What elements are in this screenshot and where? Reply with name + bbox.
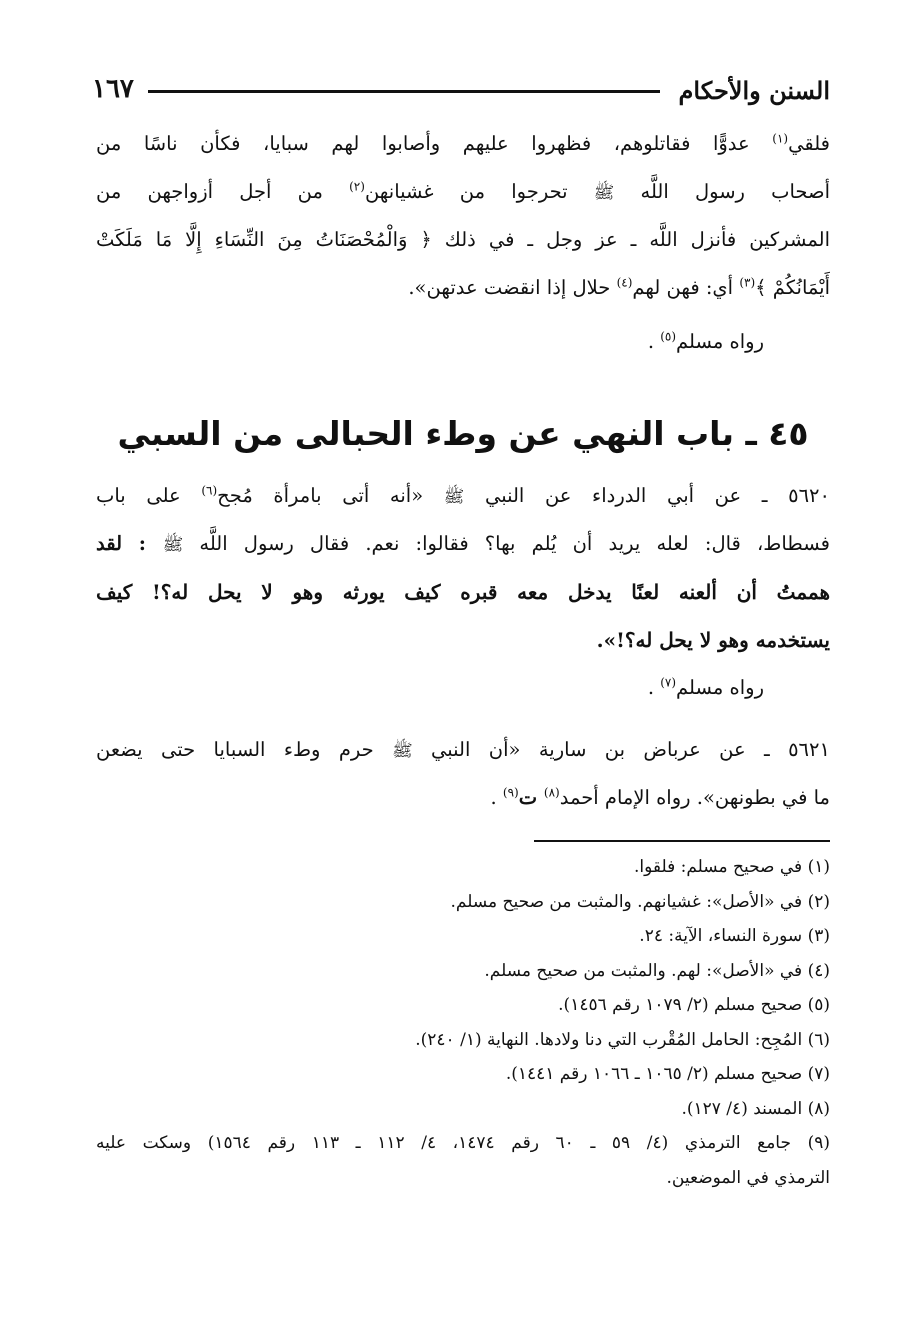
footnotes	[96, 850, 830, 1195]
footnote-ref: (٩)	[502, 785, 519, 800]
footnote-ref: (٦)	[201, 483, 218, 498]
footnote-ref: (٣)	[739, 275, 756, 290]
salutation-glyph: ﷺ	[392, 741, 413, 761]
footnote-ref: (٥)	[660, 329, 677, 344]
footnote-ref: (٧)	[660, 675, 677, 690]
header-rule	[148, 90, 660, 93]
text-line: فسطاط، قال: لعله يريد أن يُلم بها؟ فقالوا: نعم. فقال رسول اللَّه ﷺ : لقد	[96, 532, 830, 555]
narrator-line: رواه مسلم$^{(٥)}$ .	[647, 329, 764, 353]
page-header	[92, 68, 830, 114]
footnote: (٦) المُجِح: الحامل المُقْرب التي دنا ولادها. النهاية (١/ ٢٤٠).	[415, 1029, 830, 1050]
footnote-ref: (٢)	[349, 179, 365, 194]
text-line: المشركين فأنزل اللَّه ـ عز وجل ـ في ذلك ﴿ وَالْمُحْصَنَاتُ مِنَ النِّسَاءِ إِلَّا مَا مَلَكَتْ	[96, 228, 830, 251]
text-line: أَيْمَانُكُمْ ﴾$^{(٣)}$ أي: فهن لهم$^{(٤)}$ حلال إذا انقضت عدتهن».	[408, 275, 830, 299]
intro-paragraph	[96, 120, 830, 366]
footnote-ref: (٨)	[543, 785, 560, 800]
text-line: ٥٦٢٠ ـ عن أبي الدرداء عن النبي ﷺ «أنه أتى بامرأة مُجح$^{(٦)}$ على باب	[96, 483, 830, 507]
footnote-ref: (٤)	[616, 275, 633, 290]
text-line: هممتُ أن ألعنه لعنًا يدخل معه قبره كيف يورثه وهو لا يحل له؟! كيف	[96, 580, 830, 604]
footnote: (٢) في «الأصل»: غشيانهم. والمثبت من صحيح مسلم.	[450, 891, 830, 912]
footnote: (٣) سورة النساء، الآية: ٢٤.	[639, 926, 830, 946]
narrator-line: رواه مسلم$^{(٧)}$ .	[647, 675, 764, 699]
page-number: ١٦٧	[92, 74, 134, 104]
text-line: ٥٦٢١ ـ عن عرباض بن سارية «أن النبي ﷺ حرم وطء السبايا حتى يضعن	[96, 738, 830, 761]
footnote-ref: (١)	[772, 131, 789, 146]
footnote: (٤) في «الأصل»: لهم. والمثبت من صحيح مسلم.	[484, 960, 830, 981]
hadith-5620	[96, 472, 830, 712]
running-title: السنن والأحكام	[678, 76, 830, 105]
footnote: (٥) صحيح مسلم (٢/ ١٠٧٩ رقم ١٤٥٦).	[558, 995, 830, 1015]
text-line: فلقي$^{(١)}$ عدوًّا فقاتلوهم، فظهروا عليهم وأصابوا لهم سبايا، فكأن ناسًا من	[96, 131, 830, 155]
footnote: (٨) المسند (٤/ ١٢٧).	[681, 1098, 830, 1119]
text-line: أصحاب رسول اللَّه ﷺ تحرجوا من غشيانهن$^{(٢)}$ من أجل أزواجهن من	[96, 179, 830, 203]
hadith-5621	[96, 726, 830, 822]
footnote-continuation: الترمذي في الموضعين.	[666, 1167, 830, 1188]
chapter-heading: ٤٥ ـ باب النهي عن وطء الحبالى من السبي	[117, 414, 809, 453]
footnote: (٩) جامع الترمذي (٤/ ٥٩ ـ ٦٠ رقم ١٤٧٤، ٤/ ١١٢ ـ ١١٣ رقم ١٥٦٤) وسكت عليه	[96, 1133, 830, 1153]
text-line: ما في بطونهن». رواه الإمام أحمد$^{(٨)}$ ت$^{(٩)}$ .	[490, 785, 830, 809]
footnote: (٧) صحيح مسلم (٢/ ١٠٦٥ ـ ١٠٦٦ رقم ١٤٤١).	[505, 1064, 830, 1084]
salutation-glyph: ﷺ	[162, 535, 184, 555]
salutation-glyph: ﷺ	[443, 487, 465, 507]
salutation-glyph: ﷺ	[593, 183, 615, 203]
footnote-separator	[534, 840, 830, 842]
footnote: (١) في صحيح مسلم: فلقوا.	[633, 857, 830, 877]
text-line: يستخدمه وهو لا يحل له؟!».	[596, 628, 830, 652]
